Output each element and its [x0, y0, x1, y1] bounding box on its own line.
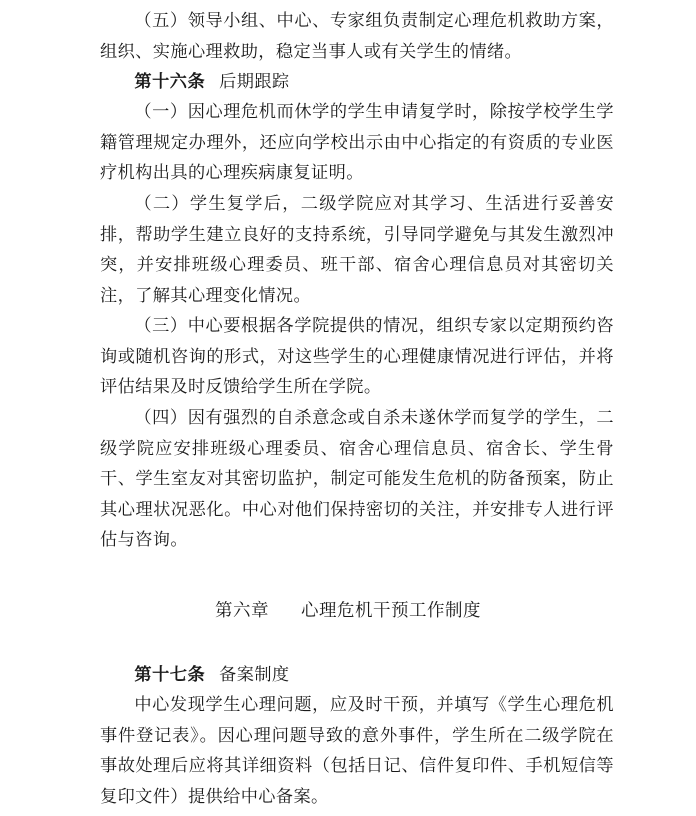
paragraph-filing-system: 中心发现学生心理问题，应及时干预，并填写《学生心理危机事件登记表》。因心理问题导致的意外事件，学生所在二级学院在事故处理后应将其详细资料（包括日记、信件复印件、手机短信等复印文件）提供给中心备案。 — [100, 695, 614, 807]
article-17-title: 备案制度 — [219, 665, 290, 685]
paragraph-4-suicide-risk: （四）因有强烈的自杀意念或自杀未遂休学而复学的学生，二级学院应安排班级心理委员、宿舍心理信息员、宿舍长、学生骨干、学生室友对其密切监护，制定可能发生危机的防备预案，防止其心理状况恶化。中心对他们保持密切的关注，并安排专人进行评估与咨询。 — [100, 408, 614, 550]
article-17-heading — [100, 660, 290, 691]
article-16-heading — [100, 67, 290, 98]
article-17-number: 第十七条 — [134, 665, 206, 685]
chapter-title: 心理危机干预工作制度 — [301, 601, 481, 621]
paragraph-3-assessment: （三）中心要根据各学院提供的情况，组织专家以定期预约咨询或随机咨询的形式，对这些学生的心理健康情况进行评估，并将评估结果及时反馈给学生所在学院。 — [100, 316, 614, 397]
paragraph-5-leadership: （五）领导小组、中心、专家组负责制定心理危机救助方案，组织、实施心理救助，稳定当事人或有关学生的情绪。 — [100, 11, 614, 62]
paragraph-2-after-return: （二）学生复学后，二级学院应对其学习、生活进行妥善安排，帮助学生建立良好的支持系统，引导同学避免与其发生激烈冲突，并安排班级心理委员、班干部、宿舍心理信息员对其密切关注，了解其心理变化情况。 — [100, 194, 614, 306]
paragraph-1-resume-study: （一）因心理危机而休学的学生申请复学时，除按学校学生学籍管理规定办理外，还应向学校出示由中心指定的有资质的专业医疗机构出具的心理疾病康复证明。 — [100, 102, 614, 183]
chapter-number: 第六章 — [215, 601, 269, 621]
article-16-title: 后期跟踪 — [219, 72, 290, 92]
chapter-6-heading — [0, 596, 696, 626]
article-16-number: 第十六条 — [134, 72, 206, 92]
